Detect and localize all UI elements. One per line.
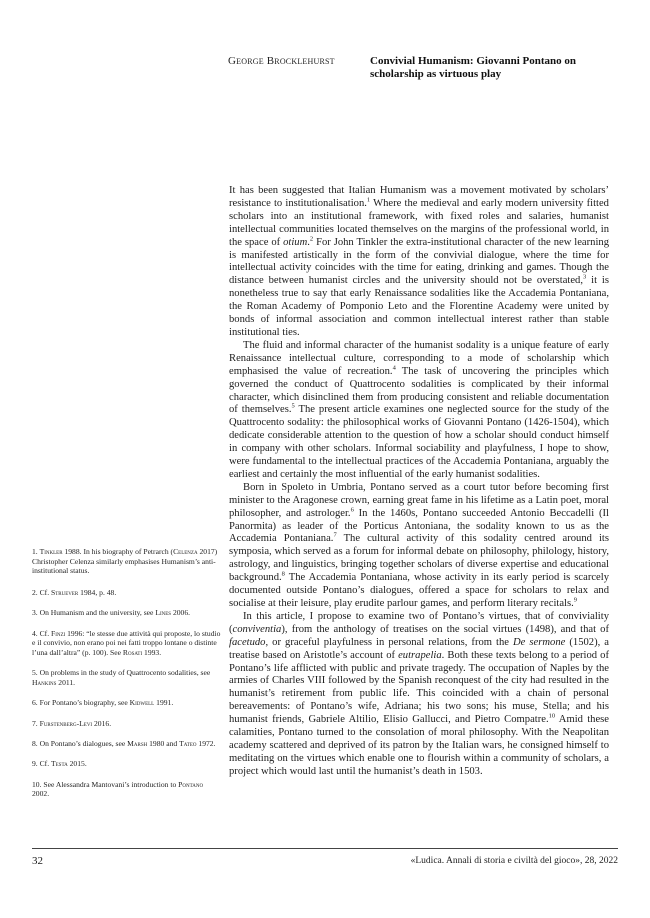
note-author: Marsh (127, 738, 148, 748)
note-author: Tateo (179, 738, 197, 748)
note-text: 2002. (32, 789, 50, 799)
note-text: 1988. In his biography of Petrarch ( (62, 547, 174, 556)
footer-rule (32, 848, 618, 849)
note-author: Kidwell (129, 698, 155, 708)
note-6 (32, 698, 222, 708)
italic-term: De sermone (513, 636, 566, 648)
paragraph-4 (229, 611, 609, 779)
italic-term: eutrapelia (398, 649, 442, 661)
note-text: 10. See Alessandra Mantovani’s introduction to (32, 779, 179, 789)
text-span: Amid these calamities, Pontano turned to the consolation of moral philosophy. With the Neapolitan academy scattered and deprived of its patron by the Italian wars, he consigned himself to meditating on the virtues which enable one to flourish within a community of scholars, a project which would last until the humanist’s death in 1503. (229, 714, 609, 777)
note-text: 3. On Humanism and the university, see (32, 608, 156, 618)
paragraph-2 (229, 340, 609, 482)
note-text: 5. On problems in the study of Quattrocento sodalities, see (32, 668, 211, 678)
note-text: 1. (32, 547, 40, 556)
note-9 (32, 759, 222, 769)
footnote-ref: 1 (366, 196, 371, 204)
note-text: 1991. (154, 698, 174, 708)
note-text: 1980 and (147, 738, 180, 748)
italic-term: conviventia (232, 623, 282, 635)
note-author: Tinkler (39, 547, 63, 556)
italic-term: otium (283, 236, 308, 248)
text-span: The present article examines one neglected source for the study of the Quattrocento sodality: the philosophical works of Giovanni Pontano (1426-1504), which dedicate considerable attention to the question of how a scholar should conduct himself in company with other scholars. Informal sociability and playfulness, I hope to show, were fundamental to the intellectual practices of the Accademia Pontaniana, arguably the earliest and certainly the most influential of the early humanist sodalities. (229, 404, 609, 480)
text-span: (1502), a treatise based on Aristotle’s account of (229, 636, 609, 661)
note-text: 6. For Pontano’s biography, see (32, 698, 130, 708)
text-span: Where the medieval and early modern university fitted scholars into an institutional framework, with fixed roles and salaries, humanist intellectual communities located themselves on the margins of the professional world, in the space of (229, 197, 609, 248)
footnote-ref: 2 (309, 235, 314, 243)
note-text: 2017) Christopher Celenza similarly emphasises Humanism’s anti-institutional status. (32, 547, 218, 576)
note-author: Finzi (50, 628, 66, 638)
note-author: Furstenberg-Levi (39, 718, 93, 728)
footnote-ref: 6 (350, 506, 354, 514)
text-span: The Accademia Pontaniana, whose activity in its early period is scarcely documented outside Pontano’s dialogues, offered a space for scholars to relax and socialise at their leisure, play erudite parlour games, and perform literary recitals. (229, 572, 609, 609)
note-7 (32, 719, 222, 729)
footnote-ref: 10 (548, 712, 556, 720)
footnote-ref: 7 (333, 531, 337, 539)
note-text: 7. (32, 718, 40, 728)
note-author: Struever (50, 587, 79, 597)
footnote-ref: 9 (573, 596, 577, 604)
running-head-author: George Brocklehurst (228, 55, 335, 67)
note-4 (32, 629, 222, 658)
note-text: 4. Cf. (32, 628, 51, 638)
note-text: 2. Cf. (32, 587, 51, 597)
note-text: 2015. (67, 759, 87, 769)
italic-term: facetudo (229, 636, 266, 648)
text-span: ), from the anthology of treatises on the social virtues (1498), and that of (281, 623, 609, 635)
text-span: The task of uncovering the principles which governed the conduct of Quattrocento sodalities is complicated by their informal character, which disinclined them from producing consistent and reliable documentation of themselves. (229, 365, 609, 416)
text-span: In this article, I propose to examine two of Pontano’s virtues, that of conviviality ( (229, 610, 609, 635)
text-span: it is nonetheless true to say that early Renaissance sodalities like the Accademia Pontaniana, the Roman Academy of Pomponio Leto and the Florentine Academy were united by bonds of informal association and common intellectual interest rather than stable institutional ties. (229, 275, 609, 338)
note-text: 2006. (171, 608, 191, 618)
text-span: Born in Spoleto in Umbria, Pontano served as a court tutor before becoming first minister to the Aragonese crown, earning great fame in his lifetime as a Latin poet, moral philosopher, and astrologer. (229, 481, 609, 519)
note-text: 2011. (56, 677, 76, 687)
note-author: Lines (155, 608, 172, 618)
note-text: 1993. (142, 647, 162, 657)
note-text: 9. Cf. (32, 759, 51, 769)
text-span: For John Tinkler the extra-institutional character of the new learning is manifested artistically in the form of the convivial dialogue, where the time for intellectual activity coincides with the time for eating, drinking and games. Though the distance between humanist circles and the university should not be overstated, (229, 236, 609, 287)
note-2 (32, 588, 222, 598)
text-span: . Both these texts belong to a period of Pontano’s life afflicted with public and private tragedy. The occupation of Naples by the armies of Charles VIII followed by the Spanish reconquest of the city had resulted in the humanist’s retirement from public life. This coincided with a chain of personal bereavements: of Pontano’s wife, Adriana; his two sons; his muse, Stella; and his humanist friends, Gabriele Altilio, Elisio Gallucci, and Pietro Compatre. (229, 649, 609, 726)
journal-citation: «Ludica. Annali di storia e civiltà del gioco», 28, 2022 (410, 856, 618, 866)
sidenotes (32, 547, 222, 810)
text-span: The fluid and informal character of the humanist sodality is a unique feature of early Renaissance intellectual culture, corresponding to a mode of scholarship which emphasised the value of recreation. (229, 339, 609, 377)
note-10 (32, 780, 222, 799)
text-span: The cultural activity of this sodality centred around its symposia, which served as a forum for informal debate on philosophy, philology, history, astrology, and linguistics, bringing together scholars of diverse expertise and educational background. (229, 533, 609, 584)
running-head-title: Convivial Humanism: Giovanni Pontano on scholarship as virtuous play (370, 55, 576, 80)
page-number: 32 (32, 855, 43, 867)
note-5 (32, 668, 222, 687)
paragraph-3 (229, 482, 609, 611)
footnote-ref: 4 (392, 364, 396, 372)
note-author: Pontano (178, 779, 204, 789)
note-author: Rosati (122, 647, 143, 657)
main-text (229, 185, 609, 779)
note-text: 1996: “le stesse due attività qui proposte, lo studio e il convivio, non erano poi nei fatti troppo lontane o distinte l’una dall’altra” (p. 100). See (32, 628, 221, 657)
text-span: , or graceful playfulness in personal relations, from the (265, 636, 514, 648)
note-author: Celenza (173, 547, 198, 556)
paragraph-1 (229, 185, 609, 340)
note-text: 8. On Pontano’s dialogues, see (32, 738, 128, 748)
note-8 (32, 739, 222, 749)
note-text: 1972. (196, 738, 216, 748)
text-span: In the 1460s, Pontano succeeded Antonio Beccadelli (Il Panormita) as leader of the Porticus Antoniana, the sodality known to us as the Accademia Pontaniana. (229, 507, 609, 545)
text-span: . (307, 236, 310, 248)
note-author: Testa (50, 759, 68, 769)
footnote-ref: 5 (291, 402, 295, 410)
footnote-ref: 3 (583, 273, 587, 281)
note-1 (32, 547, 222, 576)
text-span: It has been suggested that Italian Humanism was a movement motivated by scholars’ resistance to institutionalisation. (229, 185, 609, 209)
note-text: 1984, p. 48. (78, 587, 117, 597)
note-text: 2016. (92, 718, 112, 728)
note-author: Hankins (32, 677, 57, 687)
footnote-ref: 8 (281, 570, 285, 578)
note-3 (32, 608, 222, 618)
